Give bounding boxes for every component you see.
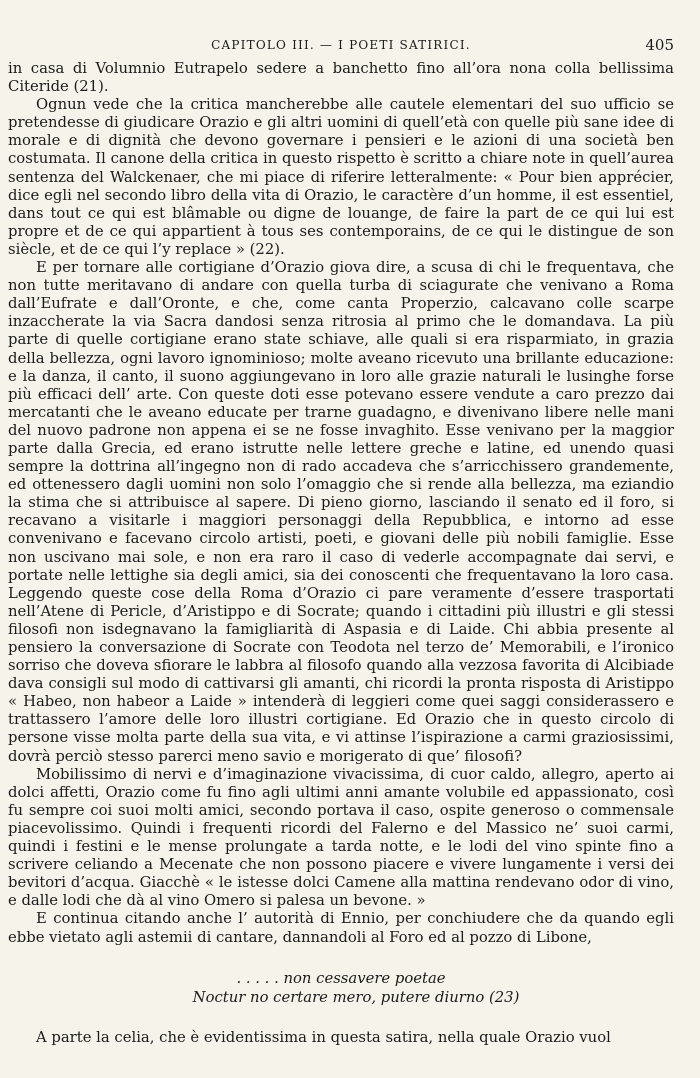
- verse-quote: [8, 969, 674, 1007]
- paragraph-5: E continua citando anche l’ autorità di Ennio, per conchiudere che da quando egli ebbe vietato agli astemii di cantare, dannandoli al Foro ed al pozzo di Libone,: [8, 910, 674, 946]
- verse-line-1: . . . . . non cessavere poetae: [236, 969, 446, 987]
- paragraph-3: E per tornare alle cortigiane d’Orazio giova dire, a scusa di chi le frequentava, che non tutte meritavano di andare con quella turba di sciagurate che venivano a Roma dall’Eufrate e dall’Oronte, e che, come canta Properzio, calcavano colle scarpe inzaccherate la via Sacra dandosi senza ritrosia al primo che le domandava. La più parte di quelle cortigiane erano state schiave, alle quali si era risparmiato, in grazia della bellezza, ogni lavoro ignominioso; molte aveano ricevuto una brillante educazione: e la danza, il canto, il suono aggiungevano in loro alle grazie naturali le lusinghe forse più efficaci dell’ arte. Con queste doti esse potevano essere vendute a caro prezzo dai mercatanti che le aveano educate per trarne guadagno, e divenivano libere nelle mani del nuovo padrone non appena ei se ne fosse invaghito. Esse venivano per la maggior parte dalla Grecia, ed erano istrutte nelle lettere greche e latine, ed unendo quasi sempre la dottrina all’ingegno non di rado accadeva che s’arricchissero grandemente, ed ottenessero dagli uomini non solo l’omaggio che si rende alla bellezza, ma eziandio la stima che si attribuisce al sapere. Di pieno giorno, lasciando il senato ed il foro, si recavano a visitarle i maggiori personaggi della Repubblica, e intorno ad esse convenivano e facevano circolo artisti, poeti, e giovani delle più nobili famiglie. Esse non uscivano mai sole, e non era raro il caso di vederle accompagnate dai servi, e portate nelle lettighe sia degli amici, sia dei conoscenti che frequentavano la loro casa. Leggendo queste cose della Roma d’Orazio ci pare veramente d’essere trasportati nell’Atene di Pericle, d’Aristippo e di Socrate; quando i cittadini più illustri e gli stessi filosofi non isdegnavano la famigliarità di Aspasia e di Laide. Chi abbia presente al pensiero la conversazione di Socrate con Teodota nel terzo de’ Memorabili, e l’ironico sorriso che doveva sfiorare le labbra al filosofo quando alla vezzosa favorita di Alcibiade dava consigli sul modo di cattivarsi gli amanti, chi ricordi la pronta risposta di Aristippo « Habeo, non habeor a Laide » intenderà di leggieri come quei saggi considerassero e trattassero l’amore delle loro illustri cortigiane. Ed Orazio che in questo circolo di persone visse molta parte della sua vita, e vi attinse l’ispirazione a carmi graziosissimi, dovrà perciò stesso parerci meno savio e morigerato di que’ filosofi?: [8, 259, 674, 765]
- paragraph-2: Ognun vede che la critica mancherebbe alle cautele elementari del suo ufficio se pretendesse di giudicare Orazio e gli altri uomini di quell’età con quelle più sane idee di morale e di dignità che devono governare i pensieri e le azioni di una società ben costumata. Il canone della critica in questo rispetto è scritto a chiare note in quell’aurea sentenza del Walckenaer, che mi piace di riferire letteralmente: « Pour bien apprécier, dice egli nel secondo libro della vita di Orazio, le caractère d’un homme, il est essentiel, dans tout ce qui est blâmable ou digne de louange, de faire la part de ce qui lui est propre et de ce qui appartient à tous ses contemporains, de ce qui le distingue de son siècle, et de ce qui l’y replace » (22).: [8, 96, 674, 258]
- paragraph-4: Mobilissimo di nervi e d’imaginazione vivacissima, di cuor caldo, allegro, aperto ai dolci affetti, Orazio come fu fino agli ultimi anni amante volubile ed appassionato, così fu sempre coi suoi molti amici, secondo portava il caso, ospite generoso o commensale piacevolissimo. Quindi i frequenti ricordi del Falerno e del Massico ne’ suoi carmi, quindi i festini e le mense prolungate a tarda notte, e le lodi del vino spinte fino a scrivere celiando a Mecenate che non possono piacere e vivere lungamente i versi dei bevitori d’acqua. Giacchè « le istesse dolci Camene alla mattina rendevano odor di vino, e dalle lodi che dà al vino Omero si palesa un bevone. »: [8, 765, 674, 910]
- page-number: 405: [645, 36, 674, 54]
- running-head: [8, 36, 674, 56]
- body-text: [8, 60, 674, 1047]
- paragraph-1: in casa di Volumnio Eutrapelo sedere a banchetto fino all’ora nona colla bellissima Citeride (21).: [8, 60, 674, 96]
- chapter-title: CAPITOLO III. — I POETI SATIRICI.: [211, 38, 471, 52]
- verse-line-2: Noctur no certare mero, putere diurno (23): [192, 988, 520, 1006]
- paragraph-6: A parte la celia, che è evidentissima in questa satira, nella quale Orazio vuol: [36, 1028, 611, 1046]
